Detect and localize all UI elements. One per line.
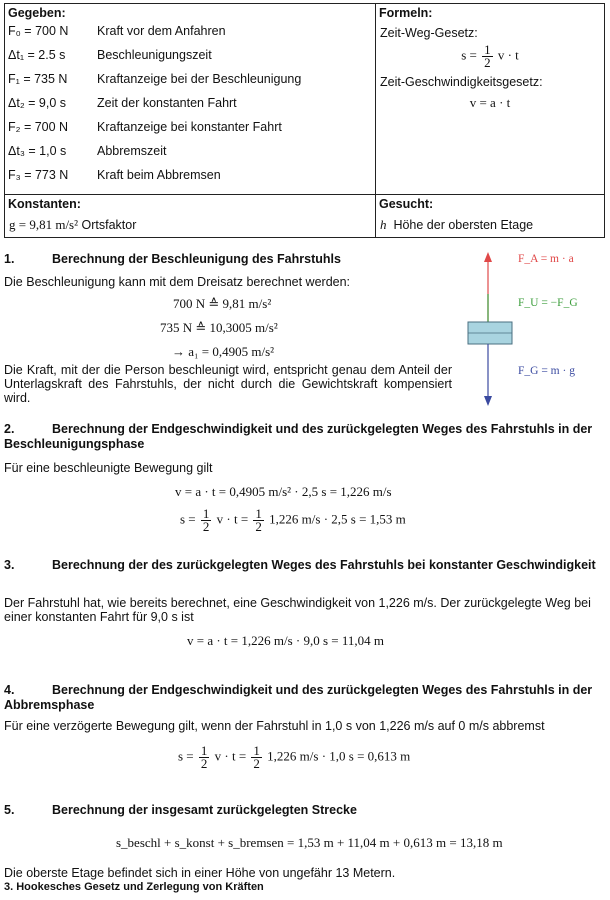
- force-fa-label: F_A = m · a: [518, 253, 574, 265]
- given-desc: Kraft vor dem Anfahren: [97, 24, 226, 38]
- arrow-up-icon: [484, 252, 492, 262]
- section-4-text: Für eine verzögerte Bewegung gilt, wenn der Fahrstuhl in 1,0 s von 1,226 m/s auf 0 m/s abbremst: [4, 719, 545, 733]
- section-2-intro: Für eine beschleunigte Bewegung gilt: [4, 461, 213, 475]
- frac-num: 1: [253, 743, 260, 758]
- given-symbol: F₁ = 735 N: [8, 72, 68, 86]
- given-row: [5, 44, 375, 68]
- section-title: Berechnung der Endgeschwindigkeit und des zurückgelegten Weges des Fahrstuhls in der Beschleunigungsphase: [4, 422, 593, 451]
- sought-line: [376, 211, 604, 233]
- fraction: [199, 745, 210, 770]
- section-3-eq: v = a · t = 1,226 m/s · 9,0 s = 11,04 m: [187, 633, 385, 648]
- constants-header: Konstanten:: [8, 197, 81, 211]
- section-1-text: Die Kraft, mit der die Person beschleunigt wird, entspricht genau dem Anteil der Unterlagskraft des Fahrstuhls, der nicht durch die Gewichtskraft kompensiert wird.: [4, 363, 452, 405]
- force-fg-label: F_G = m · g: [518, 365, 575, 377]
- section-title: Berechnung der des zurückgelegten Weges des Fahrstuhls bei konstanter Geschwindigkeit: [52, 558, 596, 572]
- constants-line: [5, 211, 375, 233]
- given-header: Gegeben:: [8, 6, 66, 20]
- frac-den: 2: [253, 756, 260, 771]
- formulas-cell: [376, 4, 605, 195]
- frac-den: 2: [484, 55, 491, 70]
- given-desc: Abbremszeit: [97, 144, 167, 158]
- frac-num: 1: [200, 743, 208, 758]
- given-table: [4, 3, 605, 238]
- formulas-header: Formeln:: [379, 6, 433, 20]
- frac-num: 1: [202, 506, 210, 521]
- given-symbol: Δt₃ = 1,0 s: [8, 144, 67, 158]
- eq-part: v · t =: [214, 748, 247, 764]
- frac-den: 2: [255, 519, 262, 534]
- given-symbol: Δt₁ = 2.5 s: [8, 48, 66, 62]
- given-row: [5, 92, 375, 116]
- given-desc: Beschleunigungszeit: [97, 48, 212, 62]
- given-row: [5, 140, 375, 164]
- eq-part: v · t =: [216, 511, 249, 527]
- eq-part: s =: [178, 748, 194, 764]
- section-title: Berechnung der insgesamt zurückgelegten Strecke: [52, 803, 357, 817]
- section-3-text: Der Fahrstuhl hat, wie bereits berechnet, eine Geschwindigkeit von 1,226 m/s. Der zurückgelegte Weg bei einer konstanten Fahrt für 9,0 s ist: [4, 596, 591, 624]
- constant-g: g = 9,81 m/s²: [9, 217, 79, 232]
- section-5-eq: s_beschl + s_konst + s_bremsen = 1,53 m + 11,04 m + 0,613 m = 13,18 m: [116, 835, 503, 850]
- section-3-heading: [4, 558, 604, 573]
- given-row: [5, 20, 375, 44]
- section-2-eq2: [180, 508, 406, 533]
- frac-num: 1: [255, 506, 262, 521]
- arrow-down-icon: [484, 396, 492, 406]
- frac-num: 1: [484, 42, 491, 57]
- section-title: Berechnung der Endgeschwindigkeit und des zurückgelegten Weges des Fahrstuhls in der Abbremsphase: [4, 683, 593, 712]
- section-2-heading: [4, 422, 604, 452]
- given-row: [5, 116, 375, 140]
- given-desc: Kraft beim Abbremsen: [97, 168, 221, 182]
- given-desc: Kraftanzeige bei konstanter Fahrt: [97, 120, 282, 134]
- given-row: [5, 164, 375, 188]
- weg-fraction: [482, 44, 493, 69]
- constant-desc: Ortsfaktor: [81, 218, 137, 232]
- given-symbol: F₃ = 773 N: [8, 168, 69, 182]
- dreisatz-eq3: → a₁ = 0,4905 m/s²: [172, 344, 275, 359]
- force-diagram: [462, 250, 602, 410]
- given-row: [5, 68, 375, 92]
- sought-desc: Höhe der obersten Etage: [393, 218, 534, 232]
- force-fu-label: F_U = −F_G: [518, 297, 578, 309]
- given-symbol: Δt₂ = 9,0 s: [8, 96, 67, 110]
- constants-cell: [5, 195, 376, 238]
- given-desc: Zeit der konstanten Fahrt: [97, 96, 237, 110]
- section-5-heading: [4, 803, 357, 817]
- section-number: 3.: [4, 558, 15, 572]
- sought-cell: [376, 195, 605, 238]
- section-5-result: Die oberste Etage befindet sich in einer Höhe von ungefähr 13 Metern.: [4, 866, 396, 880]
- section-number: 1.: [4, 252, 15, 266]
- footer-heading: 3. Hookesches Gesetz und Zerlegung von Kräften: [4, 881, 264, 893]
- fraction: [201, 508, 212, 533]
- given-cell: [5, 4, 376, 195]
- dreisatz-eq1: 700 N ≙ 9,81 m/s²: [173, 296, 272, 311]
- section-2-eq1: v = a · t = 0,4905 m/s² · 2,5 s = 1,226 m/s: [175, 484, 392, 499]
- section-1-intro: Die Beschleunigung kann mit dem Dreisatz berechnet werden:: [4, 275, 351, 289]
- section-number: 2.: [4, 422, 15, 436]
- sought-header: Gesucht:: [379, 197, 434, 211]
- weg-rhs: v · t: [497, 47, 519, 63]
- weg-formula: [376, 44, 604, 69]
- section-1-heading: [4, 252, 341, 266]
- eq-part: 1,226 m/s · 2,5 s = 1,53 m: [269, 511, 406, 527]
- fraction: [253, 508, 264, 533]
- weg-label: Zeit-Weg-Gesetz:: [380, 26, 478, 40]
- given-desc: Kraftanzeige bei der Beschleunigung: [97, 72, 302, 86]
- given-symbol: F₀ = 700 N: [8, 24, 69, 38]
- section-title: Berechnung der Beschleunigung des Fahrstuhls: [52, 252, 341, 266]
- geschw-label: Zeit-Geschwindigkeitsgesetz:: [380, 75, 543, 89]
- section-4-eq: [178, 745, 410, 770]
- eq-part: 1,226 m/s · 1,0 s = 0,613 m: [267, 748, 411, 764]
- section-number: 4.: [4, 683, 15, 697]
- given-symbol: F₂ = 700 N: [8, 120, 69, 134]
- frac-den: 2: [202, 519, 210, 534]
- fraction: [251, 745, 262, 770]
- section-4-heading: [4, 683, 604, 713]
- given-list: [5, 20, 375, 188]
- sought-symbol: h: [380, 217, 387, 232]
- section-number: 5.: [4, 803, 15, 817]
- geschw-formula: v = a · t: [469, 95, 511, 110]
- weg-lhs: s =: [461, 47, 477, 63]
- dreisatz-eq2: 735 N ≙ 10,3005 m/s²: [160, 320, 278, 335]
- eq-part: s =: [180, 511, 196, 527]
- frac-den: 2: [200, 756, 208, 771]
